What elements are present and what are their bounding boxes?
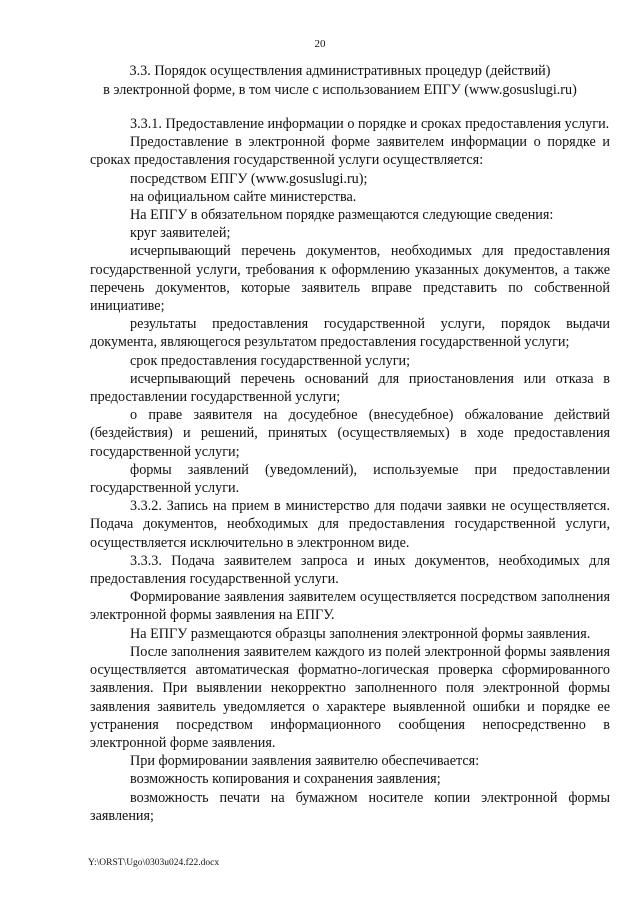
paragraph: Формирование заявления заявителем осуществляется посредством заполнения электронной формы заявления на ЕПГУ. bbox=[90, 589, 610, 624]
list-item: круг заявителей; bbox=[130, 225, 231, 242]
section-heading bbox=[60, 62, 620, 100]
paragraph-3-3-1: 3.3.1. Предоставление информации о порядке и сроках предоставления услуги. bbox=[130, 116, 610, 132]
section-heading-line-1: 3.3. Порядок осуществления административных процедур (действий) bbox=[129, 63, 551, 79]
list-item: исчерпывающий перечень оснований для приостановления или отказа в предоставлении государственной услуги; bbox=[90, 370, 610, 406]
list-item: формы заявлений (уведомлений), используемые при предоставлении государственной услуги. bbox=[90, 461, 610, 497]
page-number: 20 bbox=[314, 38, 326, 50]
list-item: посредством ЕПГУ (www.gosuslugi.ru); bbox=[130, 170, 368, 187]
list-item: возможность копирования и сохранения заявления; bbox=[130, 771, 441, 788]
section-heading-line-2: в электронной форме, в том числе с использованием ЕПГУ (www.gosuslugi.ru) bbox=[103, 82, 577, 98]
list-item: результаты предоставления государственной услуги, порядок выдачи документа, являющегося результатом предоставления государственной услуги; bbox=[90, 316, 610, 351]
paragraph: При формировании заявления заявителю обеспечивается: bbox=[130, 753, 480, 770]
list-item: исчерпывающий перечень документов, необходимых для предоставления государственной услуги, требования к оформлению указанных документов, а также перечень документов, которые заявитель вправе представить по собственной инициативе; bbox=[90, 243, 610, 315]
list-item: возможность печати на бумажном носителе копии электронной формы заявления; bbox=[90, 789, 610, 824]
document-body bbox=[90, 115, 610, 825]
file-path-footer: Y:\ORST\Ugo\0303u024.f22.docx bbox=[88, 858, 220, 868]
paragraph: На ЕПГУ в обязательном порядке размещаются следующие сведения: bbox=[130, 207, 554, 224]
paragraph: На ЕПГУ размещаются образцы заполнения электронной формы заявления. bbox=[130, 625, 591, 642]
list-item: о праве заявителя на досудебное (внесудебное) обжалование действий (бездействия) и решений, принятых (осуществляемых) в ходе предоставления государственной услуги; bbox=[90, 407, 610, 460]
paragraph-3-3-2: 3.3.2. Запись на прием в министерство для подачи заявки не осуществляется. Подача документов, необходимых для предоставления государственной услуги, осуществляется исключительно в электронном виде. bbox=[90, 498, 610, 551]
paragraph-3-3-3: 3.3.3. Подача заявителем запроса и иных документов, необходимых для предоставления государственной услуги. bbox=[90, 552, 610, 588]
paragraph: Предоставление в электронной форме заявителем информации о порядке и сроках предоставления государственной услуги осуществляется: bbox=[90, 134, 610, 169]
list-item: срок предоставления государственной услуги; bbox=[130, 352, 411, 369]
list-item: на официальном сайте министерства. bbox=[130, 188, 357, 205]
paragraph: После заполнения заявителем каждого из полей электронной формы заявления осуществляется автоматическая форматно-логическая проверка сформированного заявления. При выявлении некорректно заполненного поля электронной формы заявления заявитель уведомляется о характере выявленной ошибки и порядке ее устранения посредством информационного сообщения непосредственно в электронной форме заявления. bbox=[90, 643, 610, 751]
